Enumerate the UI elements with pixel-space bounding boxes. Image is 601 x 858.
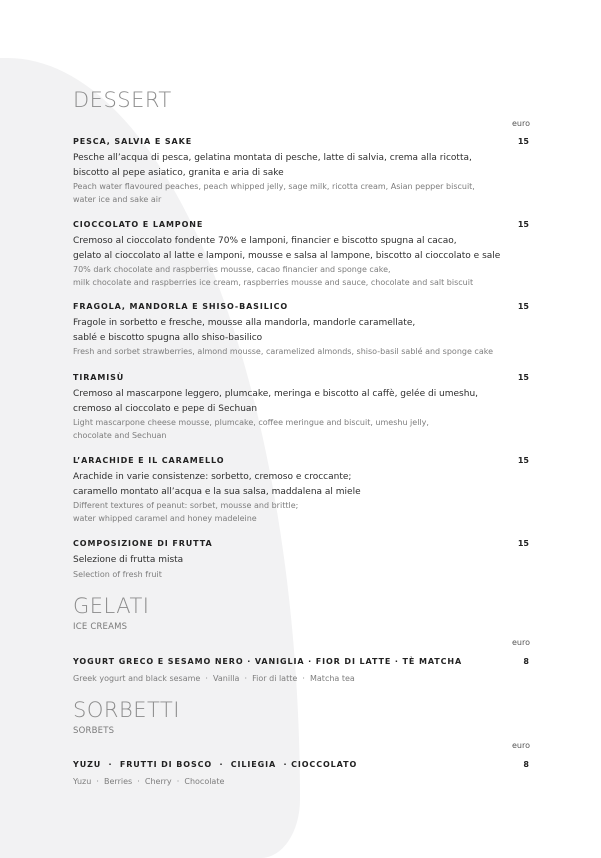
desc-line: Peach water flavoured peaches, peach whipped jelly, sage milk, ricotta cream, Asian pepper biscuit, xyxy=(73,182,475,191)
item-price: 15 xyxy=(517,539,529,548)
item-description-it xyxy=(73,234,529,263)
desc-line: Selezione di frutta mista xyxy=(73,555,184,565)
desc-line: Pesche all’acqua di pesca, gelatina montata di pesche, latte di salvia, crema alla ricotta, xyxy=(73,153,472,163)
desc-line: water ice and sake air xyxy=(73,195,162,204)
item-description-en xyxy=(73,568,529,581)
item-name: COMPOSIZIONE DI FRUTTA xyxy=(73,539,213,548)
desc-line: Arachide in varie consistenze: sorbetto, cremoso e croccante; xyxy=(73,472,352,482)
item-name: L’ARACHIDE E IL CARAMELLO xyxy=(73,456,225,465)
item-description-en xyxy=(73,499,529,525)
item-description-en: Yuzu · Berries · Cherry · Chocolate xyxy=(73,777,225,786)
item-price: 8 xyxy=(523,760,529,769)
sorbetti-subtitle: SORBETS xyxy=(73,726,115,736)
item-description-it xyxy=(73,387,529,416)
menu-item xyxy=(73,538,529,581)
gelati-subtitle: ICE CREAMS xyxy=(73,622,128,632)
item-description-en: Greek yogurt and black sesame · Vanilla · Fior di latte · Matcha tea xyxy=(73,674,355,683)
menu-item xyxy=(73,301,529,358)
desc-line: Selection of fresh fruit xyxy=(73,569,162,579)
item-price: 15 xyxy=(517,220,529,229)
desc-line: cremoso al cioccolato e pepe di Sechuan xyxy=(73,403,258,414)
item-price: 15 xyxy=(517,302,529,311)
item-description-it xyxy=(73,316,529,345)
desc-line: Light mascarpone cheese mousse, plumcake, coffee meringue and biscuit, umeshu jelly, xyxy=(73,418,429,427)
item-price: 15 xyxy=(517,373,529,382)
dessert-currency: euro xyxy=(512,119,530,128)
desc-line: chocolate and Sechuan xyxy=(73,431,167,440)
item-description-en xyxy=(73,263,529,289)
desc-line: gelato al cioccolato al latte e lamponi, mousse e salsa al lampone, biscotto al cioccolato e sale xyxy=(73,250,501,261)
item-price: 15 xyxy=(517,137,529,146)
item-description-it xyxy=(73,470,529,499)
item-name: YUZU · FRUTTI DI BOSCO · CILIEGIA · CIOCCOLATO xyxy=(73,760,358,769)
menu-item xyxy=(73,372,529,442)
sorbetti-currency: euro xyxy=(512,741,530,750)
item-description-en xyxy=(73,416,529,442)
desc-line: sablé e biscotto spugna allo shiso-basilico xyxy=(73,332,263,343)
menu-item xyxy=(73,759,529,788)
gelati-title: GELATI xyxy=(73,594,150,618)
dessert-title: DESSERT xyxy=(73,88,172,112)
item-description-en xyxy=(73,345,529,358)
gelati-currency: euro xyxy=(512,638,530,647)
item-description-it xyxy=(73,553,529,568)
item-description-en xyxy=(73,180,529,206)
desc-line: Cremoso al cioccolato fondente 70% e lamponi, financier e biscotto spugna al cacao, xyxy=(73,236,457,246)
item-name: YOGURT GRECO E SESAMO NERO · VANIGLIA · FIOR DI LATTE · TÈ MATCHA xyxy=(73,657,463,666)
item-name: TIRAMISÙ xyxy=(73,373,125,382)
desc-line: 70% dark chocolate and raspberries mousse, cacao financier and sponge cake, xyxy=(73,265,391,274)
menu-item xyxy=(73,455,529,525)
sorbetti-title: SORBETTI xyxy=(73,698,180,722)
desc-line: milk chocolate and raspberries ice cream, raspberries mousse and sauce, chocolate and salt biscuit xyxy=(73,278,474,287)
desc-line: Cremoso al mascarpone leggero, plumcake, meringa e biscotto al caffè, gelée di umeshu, xyxy=(73,389,479,399)
desc-line: biscotto al pepe asiatico, granita e aria di sake xyxy=(73,167,284,178)
item-price: 8 xyxy=(523,657,529,666)
item-name: CIOCCOLATO E LAMPONE xyxy=(73,220,204,229)
desc-line: caramello montato all’acqua e la sua salsa, maddalena al miele xyxy=(73,486,361,497)
desc-line: Different textures of peanut: sorbet, mousse and brittle; xyxy=(73,501,299,510)
desc-line: Fresh and sorbet strawberries, almond mousse, caramelized almonds, shiso-basil sablé and sponge cake xyxy=(73,347,493,356)
menu-item xyxy=(73,219,529,289)
item-name: FRAGOLA, MANDORLA E SHISO-BASILICO xyxy=(73,302,289,311)
desc-line: Fragole in sorbetto e fresche, mousse alla mandorla, mandorle caramellate, xyxy=(73,318,416,328)
item-description-it xyxy=(73,151,529,180)
menu-item xyxy=(73,136,529,206)
item-name: PESCA, SALVIA E SAKE xyxy=(73,137,193,146)
desc-line: water whipped caramel and honey madeleine xyxy=(73,514,257,523)
menu-item xyxy=(73,656,529,685)
item-price: 15 xyxy=(517,456,529,465)
